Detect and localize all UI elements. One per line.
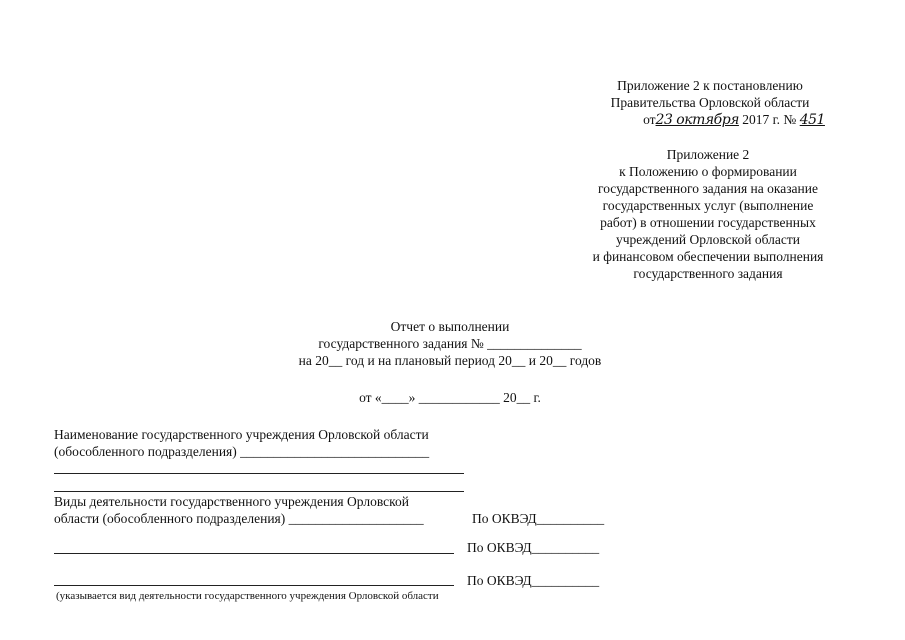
appendix-line: государственного задания bbox=[633, 266, 783, 281]
blank-line bbox=[54, 491, 464, 492]
appendix-line: государственных услуг (выполнение bbox=[602, 198, 814, 213]
activity-label: Виды деятельности государственного учреждения Орловской bbox=[54, 494, 409, 509]
decree-date-handwritten: 23 октября bbox=[655, 112, 739, 128]
decree-header-line1: Приложение 2 к постановлению bbox=[617, 78, 803, 93]
okved-code-2: По ОКВЭД__________ bbox=[467, 540, 600, 555]
appendix-line: и финансовом обеспечении выполнения bbox=[592, 249, 824, 264]
appendix-line: Приложение 2 bbox=[666, 147, 750, 162]
report-task-number: государственного задания № ______________ bbox=[318, 336, 582, 351]
okved-code-1: По ОКВЭД__________ bbox=[472, 511, 605, 526]
decree-date-prefix: от bbox=[643, 112, 656, 127]
okved-code-3: По ОКВЭД__________ bbox=[467, 573, 600, 588]
report-date: от «____» ____________ 20__ г. bbox=[359, 390, 541, 405]
report-title-block bbox=[250, 318, 650, 369]
report-title: Отчет о выполнении bbox=[390, 319, 510, 334]
decree-date-year: 2017 г. № bbox=[742, 112, 797, 127]
decree-date-line bbox=[560, 111, 860, 129]
blank-line bbox=[54, 553, 454, 554]
decree-number-handwritten: 451 bbox=[799, 112, 825, 128]
appendix-line: государственного задания на оказание bbox=[598, 181, 818, 196]
institution-name-label2: (обособленного подразделения) ____________________________ bbox=[54, 444, 430, 459]
appendix-line: учреждений Орловской области bbox=[616, 232, 800, 247]
footnote: (указывается вид деятельности государственного учреждения Орловской области bbox=[56, 590, 439, 602]
appendix-line: работ) в отношении государственных bbox=[600, 215, 816, 230]
report-period: на 20__ год и на плановый период 20__ и 20__ годов bbox=[298, 353, 602, 368]
institution-name-label: Наименование государственного учреждения Орловской области bbox=[54, 427, 429, 442]
appendix-block bbox=[558, 146, 858, 282]
appendix-line: к Положению о формировании bbox=[619, 164, 797, 179]
blank-line bbox=[54, 585, 454, 586]
activity-label2: области (обособленного подразделения) ____________________ bbox=[54, 511, 424, 526]
decree-header-line2: Правительства Орловской области bbox=[610, 95, 810, 110]
decree-header bbox=[560, 77, 860, 129]
blank-line bbox=[54, 473, 464, 474]
